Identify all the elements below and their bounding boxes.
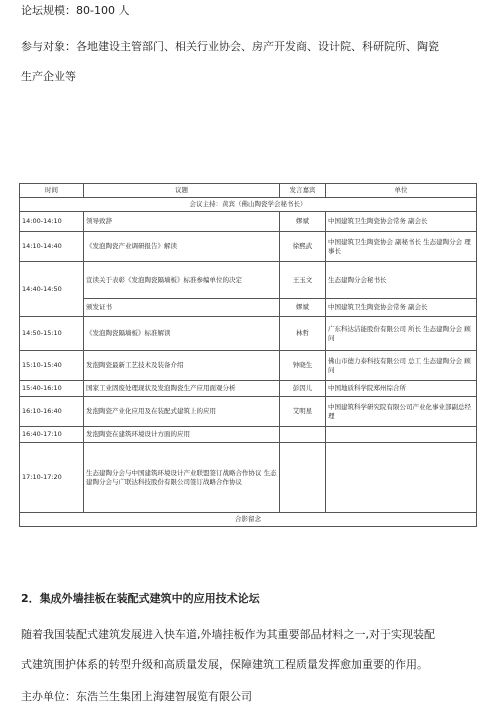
table-row [20,397,477,427]
unit-cell: 生态建陶分会秘书长 [326,262,477,299]
table-row [20,443,477,513]
time-cell: 15:40-16:10 [20,381,84,397]
host-cell: 会议主持：黄宾（佛山陶瓷学会秘书长） [20,198,477,212]
agenda-table [19,183,477,527]
topic-cell: 领导致辞 [84,212,280,232]
topic-cell: 颁发证书 [84,299,280,317]
unit-cell: 广东科达洁能股份有限公司 所长 生态建陶分会 顾问 [326,317,477,351]
speaker-cell: 嫪斌 [280,212,326,232]
section-body-text-cont: 式建筑围护体系的转型升级和高质量发展，保障建筑工程质量发挥愈加重要的作用。 [21,658,428,671]
table-row [20,317,477,351]
time-cell: 14:10-14:40 [20,232,84,262]
unit-cell [326,427,477,443]
unit-cell: 中国建筑卫生陶瓷协会 副秘书长 生态建陶分会 理事长 [326,232,477,262]
section-heading: 2．集成外墙挂板在装配式建筑中的应用技术论坛 [21,592,260,605]
header-speaker: 发言嘉宾 [280,184,326,198]
header-unit: 单位 [326,184,477,198]
table-row [20,351,477,381]
speaker-cell: 徐熙武 [280,232,326,262]
table-row [20,427,477,443]
time-cell: 14:50-15:10 [20,317,84,351]
footer-row [20,513,477,527]
topic-cell: 《发泡陶瓷隔墙板》标准解读 [84,317,280,351]
participants-text: 参与对象：各地建设主管部门、相关行业协会、房产开发商、设计院、科研院所、陶瓷 [21,40,439,53]
topic-cell: 生态建陶分会与中国建筑环境设计产业联盟签订战略合作协议 生态建陶分会与广联达科技股份有限公司签订战略合作协议 [84,443,280,513]
topic-cell: 发泡陶瓷产业化应用及在装配式建筑上的应用 [84,397,280,427]
unit-cell: 佛山市德力泰科技有限公司 总工 生态建陶分会 顾问 [326,351,477,381]
speaker-cell: 嫪斌 [280,299,326,317]
time-cell: 17:10-17:20 [20,443,84,513]
time-cell: 14:00-14:10 [20,212,84,232]
time-cell: 15:10-15:40 [20,351,84,381]
unit-cell: 中国建筑卫生陶瓷协会常务 副会长 [326,212,477,232]
speaker-cell: 王玉文 [280,262,326,299]
topic-cell: 宣读关于表彰《发泡陶瓷隔墙板》标准参编单位的决定 [84,262,280,299]
speaker-cell [280,427,326,443]
time-cell: 16:10-16:40 [20,397,84,427]
forum-scale-text: 论坛规模：80-100 人 [21,4,130,17]
topic-cell: 国家工业固废处理现状及发泡陶瓷生产应用面观分析 [84,381,280,397]
speaker-cell [280,443,326,513]
table-row [20,262,477,299]
table-row [20,232,477,262]
table-row [20,212,477,232]
unit-cell: 中国建筑卫生陶瓷协会常务 副会长 [326,299,477,317]
time-cell: 16:40-17:10 [20,427,84,443]
participants-text-cont: 生产企业等 [21,70,76,83]
topic-cell: 发泡陶瓷在建筑环境设计方面的应用 [84,427,280,443]
speaker-cell: 钟晓生 [280,351,326,381]
agenda-header-row [20,184,477,198]
host-row [20,198,477,212]
speaker-cell: 林哲 [280,317,326,351]
header-time: 时间 [20,184,84,198]
unit-cell: 中国地质科学院郑州综合所 [326,381,477,397]
speaker-cell: 彭因儿 [280,381,326,397]
section-body-text: 随着我国装配式建筑发展进入快车道,外墙挂板作为其重要部品材料之一,对于实现装配 [21,628,435,641]
table-row [20,299,477,317]
organizer-text: 主办单位：东浩兰生集团上海建智展览有限公司 [21,690,252,703]
unit-cell [326,443,477,513]
header-topic: 议题 [84,184,280,198]
unit-cell: 中国建筑科学研究院有限公司产业化事业部副总经理 [326,397,477,427]
time-cell: 14:40-14:50 [20,262,84,317]
topic-cell: 《发泡陶瓷产业调研报告》解读 [84,232,280,262]
table-row [20,381,477,397]
footer-cell: 合影留念 [20,513,477,527]
topic-cell: 发泡陶瓷最新工艺技术及装备介绍 [84,351,280,381]
speaker-cell: 艾明星 [280,397,326,427]
